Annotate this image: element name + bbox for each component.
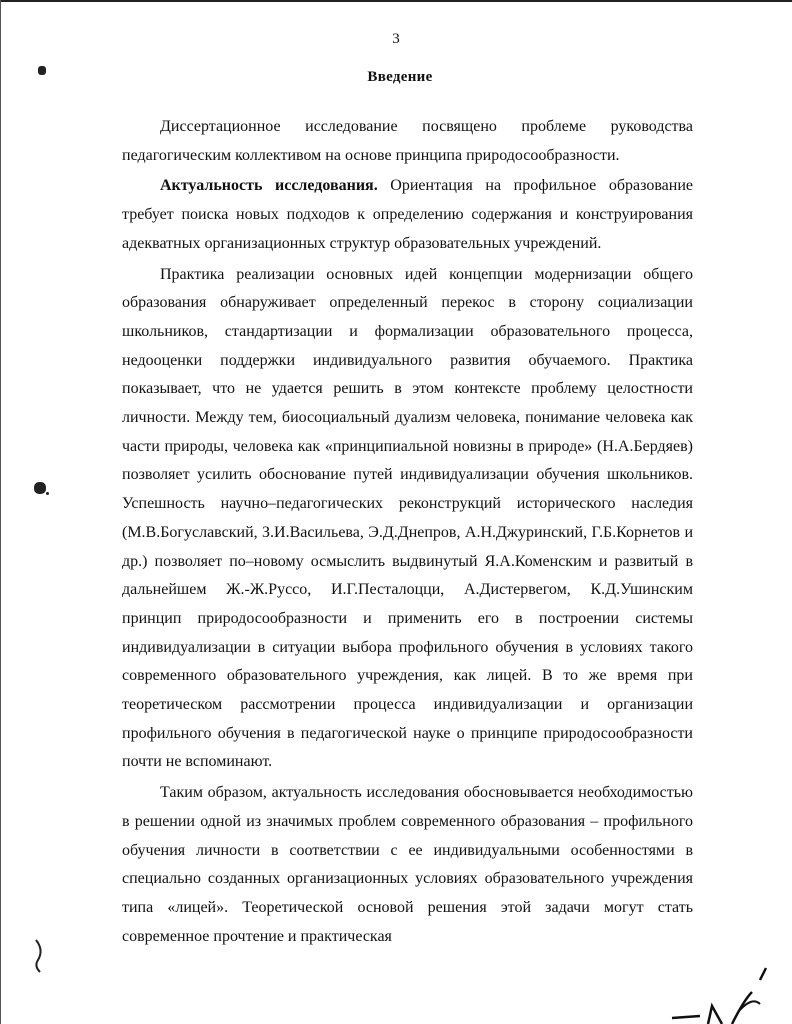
paragraph-lead: Актуальность исследования. <box>160 177 378 195</box>
paragraph-text: Ориентация на профильное образование требует поиска новых подходов к определению содержания и конструирования адекватных организационных структур образовательных учреждений. <box>122 177 693 252</box>
section-heading: Введение <box>367 69 433 85</box>
paragraph: Практика реализации основных идей концепции модернизации общего образования обнаруживает определенный перекос в сторону социализации школьников, стандартизации и формализации образовательного процесса, недооценки поддержки индивидуального развития обучаемого. Практика показывает, что не удается решить в этом контексте проблему целостности личности. Между тем, биосоциальный дуализм человека, понимание человека как части природы, человека как «принципиальной новизны в природе» (Н.А.Бердяев) позволяет усилить обоснование путей индивидуализации обучения школьников. Успешность научно–педагогических реконструкций исторического наследия (М.В.Богуславский, З.И.Васильева, Э.Д.Днепров, А.Н.Джуринский, Г.Б.Корнетов и др.) позволяет по–новому осмыслить выдвинутый Я.А.Коменским и развитый в дальнейшем Ж.-Ж.Руссо, И.Г.Песталоцци, А.Дистервегом, К.Д.Ушинским принцип природосообразности и применить его в построении системы индивидуализации в ситуации выбора профильного обучения в условиях такого современного образовательного учреждения, как лицей. В то же время при теоретическом рассмотрении процесса индивидуализации и организации профильного обучения в педагогической науке о принципе природосообразности почти не вспоминают. <box>122 265 693 771</box>
page-number: 3 <box>392 31 400 47</box>
body-text <box>122 113 693 953</box>
paragraph <box>122 172 693 258</box>
paragraph: Диссертационное исследование посвящено проблеме руководства педагогическим коллективом на основе принципа природосообразности. <box>122 118 693 164</box>
paragraph: Таким образом, актуальность исследования обосновывается необходимостью в решении одной из значимых проблем современного образования – профильного обучения личности в соответствии с ее индивидуальными особенностями в специально созданных организационных условиях образовательного учреждения типа «лицей». Теоретической основой решения этой задачи могут стать современное прочтение и практическая <box>122 784 693 945</box>
